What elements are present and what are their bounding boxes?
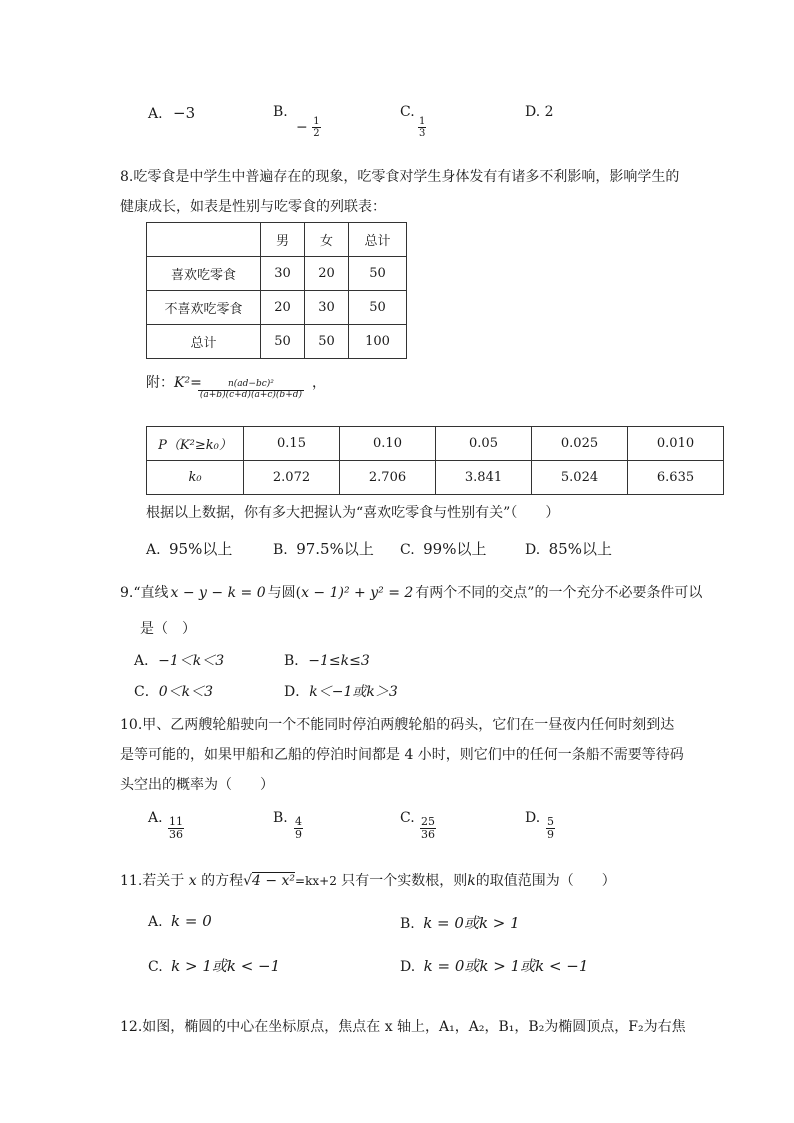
q10-option-c-value [420,816,436,841]
table-row: P（K²≥k₀） 0.15 0.10 0.05 0.025 0.010 [147,427,724,461]
appendix-label: 附：K²= [146,375,202,391]
table-row: 喜欢吃零食 30 20 50 [147,257,407,291]
q7-option-a: A. −3 [148,104,196,122]
q7-option-c-value [418,116,426,139]
q7-option-d: D. 2 [525,104,554,120]
table-row: 不喜欢吃零食 20 30 50 [147,291,407,325]
fraction: $\frac{4}{9}$ [295,815,302,842]
q10-option-b-value [294,816,303,841]
k2-formula [198,380,304,401]
contingency-table [146,222,407,359]
q9-option-c: C．0＜k＜3 [134,684,214,700]
fraction: $\frac{1}{3}$ [419,116,426,139]
q10-option-a-value [168,816,184,841]
q10-option-a: A. [148,810,163,826]
q10-option-d-value [546,816,555,841]
q10-line2: 是等可能的，如果甲船和乙船的停泊时间都是 4 小时，则它们中的任何一条船不需要等待码 [120,747,684,763]
q7-option-c: C. [400,104,415,120]
q9-option-d: D．k＜−1或k＞3 [284,684,398,700]
q8-option-d: D. 85%以上 [525,540,612,558]
q8-option-a: A. 95%以上 [146,540,233,558]
table-row: 男 女 总计 [147,223,407,257]
q8-question: 根据以上数据，你有多大把握认为“喜欢吃零食与性别有关”（ ） [146,505,560,521]
q8-option-c: C. 99%以上 [400,540,487,558]
q9-option-a: A．−1＜k＜3 [134,653,225,669]
q7-option-b-value: − $\frac{1}{2}$ [296,116,320,139]
critical-value-table [146,426,724,495]
q11-line1: 11.若关于 x 的方程√4 − x²=kx+2 只有一个实数根，则k的取值范围为（ ） [120,873,616,889]
q11-option-a: A. k = 0 [148,912,212,930]
q9-option-b: B．−1≤k≤3 [284,653,370,669]
fraction: $\frac{25}{36}$ [421,815,435,842]
q10-line3: 头空出的概率为（ ） [120,777,274,793]
fraction: $\frac{1}{2}$ [313,116,320,139]
formula-comma: ， [312,375,326,391]
q12-line1: 12.如图，椭圆的中心在坐标原点，焦点在 x 轴上，A₁，A₂，B₁，B₂为椭圆顶点，F₂为右焦 [120,1019,686,1035]
table-row: k₀ 2.072 2.706 3.841 5.024 6.635 [147,461,724,495]
fraction: $\frac{11}{36}$ [169,815,183,842]
q11-option-b: B. k = 0或k > 1 [400,914,520,932]
q10-line1: 10.甲、乙两艘轮船驶向一个不能同时停泊两艘轮船的码头，它们在一昼夜内任何时刻到达 [120,717,675,733]
q10-option-b: B. [273,810,288,826]
q9-line1: 9.“直线 x − y − k = 0 与圆(x − 1)² + y² = 2 有两个不同的交点”的一个充分不必要条件可以 [120,585,703,601]
q10-option-c: C. [400,810,415,826]
q10-option-d: D. [525,810,541,826]
sqrt-sign: √ [243,873,252,889]
q8-option-b: B. 97.5%以上 [273,540,374,558]
q8-line1: 8.吃零食是中学生中普遍存在的现象，吃零食对学生身体发有有诸多不利影响，影响学生的 [120,169,680,185]
q8-line2: 健康成长，如表是性别与吃零食的列联表： [120,199,386,215]
q7-option-a-value: −3 [173,104,196,122]
q11-option-c: C. k > 1或k < −1 [148,957,281,975]
table-row: 总计 50 50 100 [147,325,407,359]
fraction: $\frac{\text{n(ad−bc)²}}{(a+b)(c+d)(a+c)(b+d)}$ [199,379,303,400]
fraction: $\frac{5}{9}$ [547,815,554,842]
q9-line2: 是（ ） [140,621,196,637]
q7-option-b: B. [273,104,288,120]
q11-option-d: D. k = 0或k > 1或k < −1 [400,957,589,975]
